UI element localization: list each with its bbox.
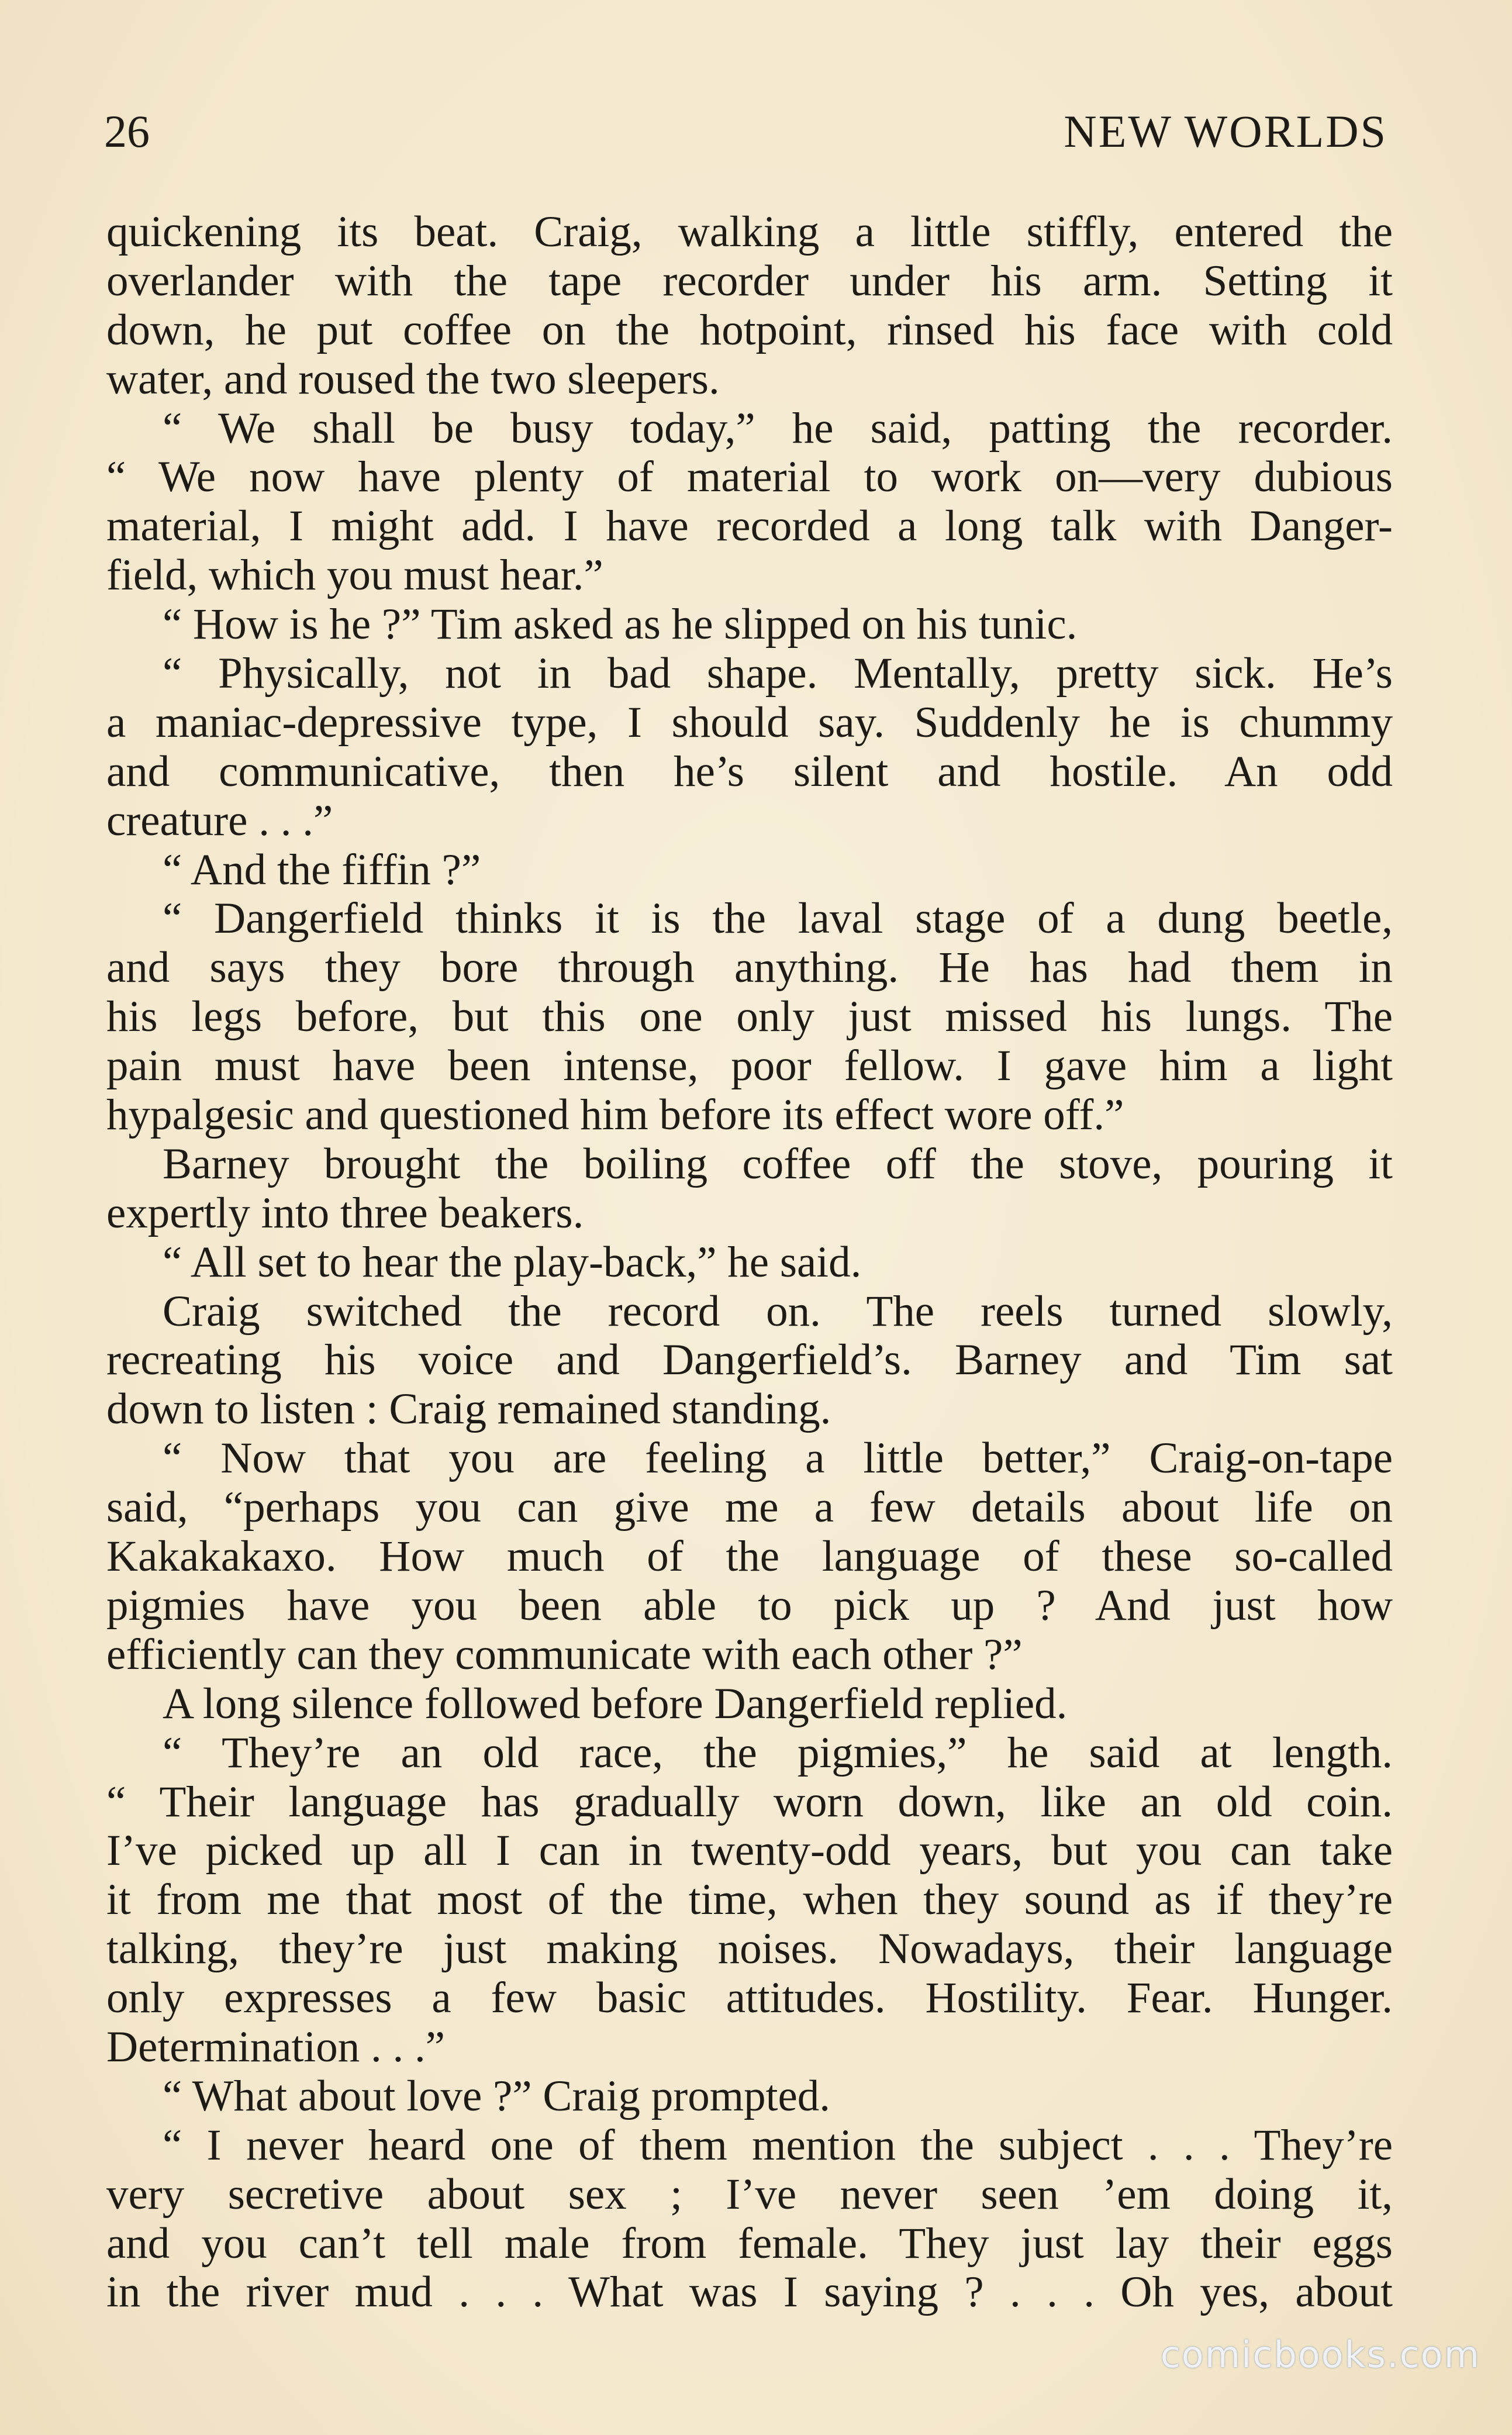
text-line: pigmies have you been able to pick up ? And just how: [106, 1581, 1393, 1630]
text-line: and you can’t tell male from female. They just lay their eggs: [106, 2219, 1393, 2268]
text-line: talking, they’re just making noises. Nowadays, their language: [106, 1924, 1393, 1974]
watermark: comicbooks.com: [1160, 2333, 1480, 2376]
text-line: “ They’re an old race, the pigmies,” he said at length.: [163, 1728, 1393, 1777]
text-line: “ Physically, not in bad shape. Mentally, pretty sick. He’s: [163, 649, 1393, 698]
text-line: and communicative, then he’s silent and hostile. An odd: [106, 747, 1393, 796]
text-line: Barney brought the boiling coffee off the stove, pouring it: [163, 1139, 1393, 1188]
text-line: hypalgesic and questioned him before its effect wore off.”: [106, 1091, 1124, 1140]
text-line: down to listen : Craig remained standing.: [106, 1385, 831, 1434]
text-line: “ We shall be busy today,” he said, patting the recorder.: [163, 403, 1393, 453]
text-line: I’ve picked up all I can in twenty-odd years, but you can take: [106, 1826, 1393, 1875]
text-line: “ And the fiffin ?”: [163, 845, 481, 894]
text-line: very secretive about sex ; I’ve never seen ’em doing it,: [106, 2170, 1393, 2219]
text-line: recreating his voice and Dangerfield’s. Barney and Tim sat: [106, 1336, 1393, 1385]
text-line: pain must have been intense, poor fellow. I gave him a light: [106, 1041, 1393, 1091]
text-line: overlander with the tape recorder under his arm. Setting it: [106, 256, 1393, 305]
text-line: field, which you must hear.”: [106, 551, 603, 600]
running-head: NEW WORLDS: [1064, 106, 1387, 157]
text-line: a maniac-depressive type, I should say. Suddenly he is chummy: [106, 698, 1393, 747]
text-line: quickening its beat. Craig, walking a little stiffly, entered the: [106, 208, 1393, 256]
text-line: Craig switched the record on. The reels turned slowly,: [163, 1287, 1393, 1336]
text-line: “ We now have plenty of material to work on—very dubious: [106, 453, 1393, 502]
page-header: [104, 99, 1387, 164]
text-line: said, “perhaps you can give me a few details about life on: [106, 1483, 1393, 1532]
page-number: 26: [104, 106, 150, 157]
text-line: creature . . .”: [106, 796, 333, 845]
text-line: “ All set to hear the play-back,” he said.: [163, 1237, 862, 1287]
text-line: A long silence followed before Dangerfield replied.: [163, 1679, 1068, 1728]
text-line: in the river mud . . . What was I saying ? . . . Oh yes, about: [106, 2268, 1393, 2317]
text-line: “ I never heard one of them mention the subject . . . They’re: [163, 2120, 1393, 2170]
text-line: “ Dangerfield thinks it is the laval stage of a dung beetle,: [163, 894, 1393, 943]
text-line: “ Now that you are feeling a little better,” Craig-on-tape: [163, 1434, 1393, 1483]
text-line: Kakakakaxo. How much of the language of these so-called: [106, 1532, 1393, 1581]
text-line: only expresses a few basic attitudes. Hostility. Fear. Hunger.: [106, 1974, 1393, 2023]
text-line: “ Their language has gradually worn down, like an old coin.: [106, 1777, 1393, 1826]
text-line: water, and roused the two sleepers.: [106, 354, 720, 403]
text-line: down, he put coffee on the hotpoint, rinsed his face with cold: [106, 305, 1393, 354]
text-line: material, I might add. I have recorded a long talk with Danger-: [106, 502, 1393, 551]
text-line: “ What about love ?” Craig prompted.: [163, 2071, 830, 2120]
text-line: Determination . . .”: [106, 2022, 445, 2071]
text-line: “ How is he ?” Tim asked as he slipped on his tunic.: [163, 600, 1078, 649]
text-line: efficiently can they communicate with each other ?”: [106, 1630, 1023, 1679]
text-line: it from me that most of the time, when they sound as if they’re: [106, 1875, 1393, 1924]
story-text: [106, 208, 1393, 2317]
text-line: his legs before, but this one only just missed his lungs. The: [106, 992, 1393, 1041]
text-line: expertly into three beakers.: [106, 1188, 584, 1237]
text-line: and says they bore through anything. He has had them in: [106, 943, 1393, 992]
